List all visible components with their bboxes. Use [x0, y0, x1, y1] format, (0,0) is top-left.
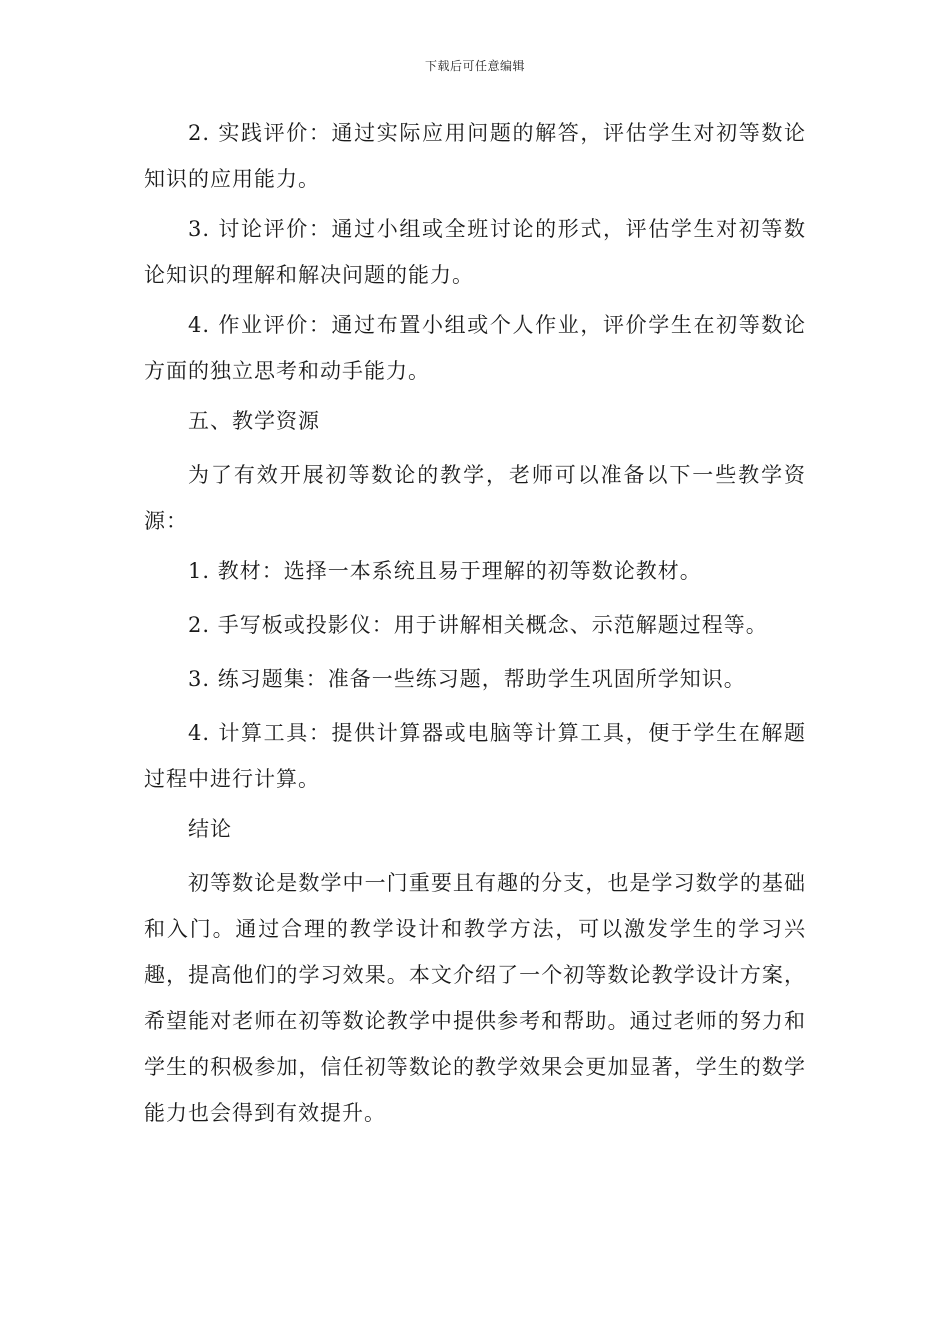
- evaluation-discussion-paragraph: 3. 讨论评价：通过小组或全班讨论的形式，评估学生对初等数论知识的理解和解决问题的能力。: [144, 217, 806, 287]
- resource-item-textbook: 1. 教材：选择一本系统且易于理解的初等数论教材。: [188, 559, 702, 583]
- section-heading-resources: 五、教学资源: [188, 409, 320, 433]
- evaluation-practice-paragraph: 2. 实践评价：通过实际应用问题的解答，评估学生对初等数论知识的应用能力。: [144, 121, 806, 191]
- section-heading-conclusion: 结论: [188, 817, 232, 841]
- resources-intro-paragraph: 为了有效开展初等数论的教学，老师可以准备以下一些教学资源：: [144, 463, 806, 533]
- page-header: 下载后可任意编辑: [424, 59, 525, 73]
- resource-item-projector: 2. 手写板或投影仪：用于讲解相关概念、示范解题过程等。: [188, 613, 768, 637]
- evaluation-homework-paragraph: 4. 作业评价：通过布置小组或个人作业，评价学生在初等数论方面的独立思考和动手能力。: [144, 313, 806, 383]
- document-body: [144, 110, 806, 1140]
- resource-item-exercises: 3. 练习题集：准备一些练习题，帮助学生巩固所学知识。: [188, 667, 746, 691]
- resource-item-tools: 4. 计算工具：提供计算器或电脑等计算工具，便于学生在解题过程中进行计算。: [144, 721, 806, 791]
- conclusion-paragraph: 初等数论是数学中一门重要且有趣的分支，也是学习数学的基础和入门。通过合理的教学设计和教学方法，可以激发学生的学习兴趣，提高他们的学习效果。本文介绍了一个初等数论教学设计方案，希望能对老师在初等数论教学中提供参考和帮助。通过老师的努力和学生的积极参加，信任初等数论的教学效果会更加显著，学生的数学能力也会得到有效提升。: [144, 871, 806, 1125]
